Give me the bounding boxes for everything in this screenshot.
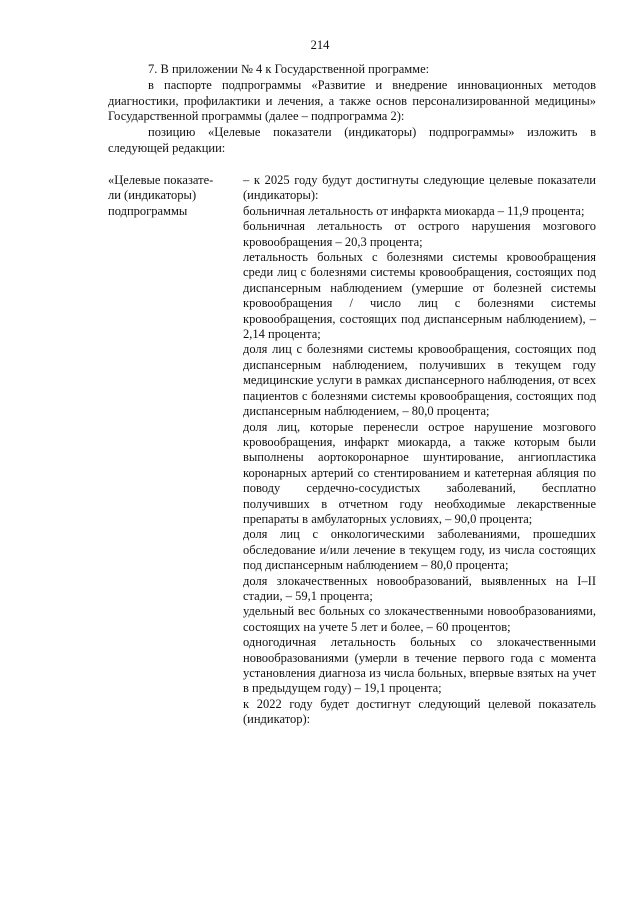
indicator-entry: доля лиц с болезнями системы кровообращения, состоящих под диспансерным наблюдением, получивших в текущем году медицинские услуги в рамках диспансерного наблюдения, от всех пациентов с болезнями системы кровообращения, состоящих под диспансерным наблюдением, – 80,0 процента;: [243, 342, 596, 419]
indicator-entry: летальность больных с болезнями системы кровообращения среди лиц с болезнями системы кровообращения, состоящих под диспансерным наблюдением (умершие от болезней системы кровообращения / число лиц с болезнями системы кровообращения, состоящих под диспансерным наблюдением), – 2,14 процента;: [243, 250, 596, 342]
indicator-entry: одногодичная летальность больных со злокачественными новообразованиями (умерли в течение первого года с момента установления диагноза из числа больных, впервые взятых на учет в предыдущем году) – 19,1 процента;: [243, 635, 596, 696]
page-number: 214: [310, 38, 330, 52]
position-paragraph: позицию «Целевые показатели (индикаторы) подпрограммы» изложить в следующей редакции:: [108, 125, 596, 155]
indicator-entry: больничная летальность от острого нарушения мозгового кровообращения – 20,3 процента;: [243, 219, 596, 249]
label-line-2: ли (индикаторы): [108, 188, 197, 203]
label-line-3: подпрограммы: [108, 203, 188, 218]
intro-section: [108, 62, 596, 157]
passport-paragraph: в паспорте подпрограммы «Развитие и внедрение инновационных методов диагностики, профилактики и лечения, а также основ персонализированной медицины» Государственной программы (далее – подпрограмма 2):: [108, 77, 596, 124]
indicator-entry: доля лиц, которые перенесли острое нарушение мозгового кровообращения, инфаркт миокарда, а также которым были выполнены аортокоронарное шунтирование, ангиопластика коронарных артерий со стентированием и катетерная абляция по поводу сердечно-сосудистых заболеваний, бесплатно получивших в отчетном году необходимые лекарственные препараты в амбулаторных условиях, – 90,0 процента;: [243, 419, 596, 526]
amendment-item: 7. В приложении № 4 к Государственной программе:: [148, 62, 430, 76]
indicator-entry: удельный вес больных со злокачественными новообразованиями, состоящих на учете 5 лет и более, – 60 процентов;: [243, 604, 596, 634]
indicators-label: [108, 173, 233, 219]
indicators-text: [243, 173, 596, 728]
indicator-entry: доля лиц с онкологическими заболеваниями, прошедших обследование и/или лечение в текущем году, из числа состоящих под диспансерным наблюдением – 80,0 процента;: [243, 527, 596, 573]
label-line-1: «Целевые показате-: [108, 173, 214, 187]
indicator-entry: – к 2025 году будут достигнуты следующие целевые показатели (индикаторы):: [243, 173, 596, 203]
indicator-entry: больничная летальность от инфаркта миокарда – 11,9 процента;: [243, 203, 585, 218]
indicator-entry: к 2022 году будет достигнут следующий целевой показатель (индикатор):: [243, 696, 596, 727]
indicator-entry: доля злокачественных новообразований, выявленных на I–II стадии, – 59,1 процента;: [243, 573, 596, 603]
